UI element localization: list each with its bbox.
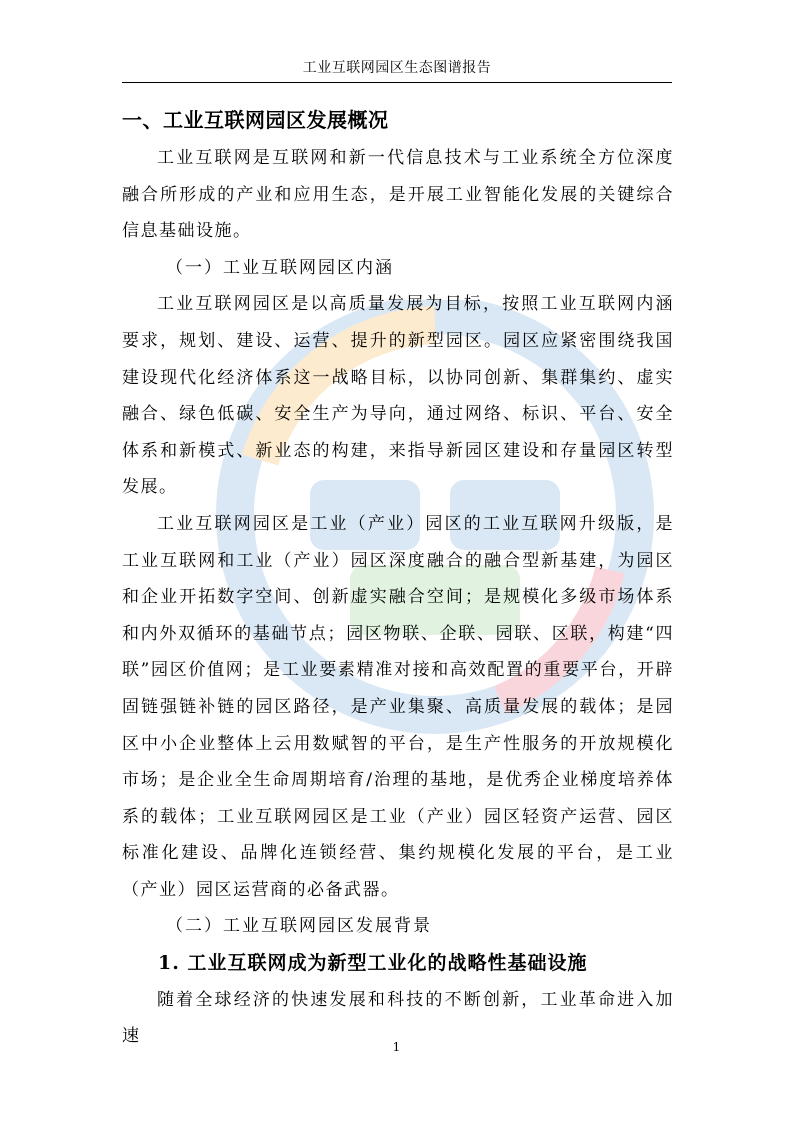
page-header: 工业互联网园区生态图谱报告: [122, 58, 672, 83]
numbered-heading: 1. 工业互联网成为新型工业化的战略性基础设施: [158, 952, 588, 975]
section-heading: 一、工业互联网园区发展概况: [122, 108, 389, 132]
paragraph-definition: 工业互联网园区是以高质量发展为目标，按照工业互联网内涵要求，规划、建设、运营、提升的新型园区。园区应紧密围绕我国建设现代化经济体系这一战略目标，以协同创新、集群集约、虚实融合、绿色低碳、安全生产为导向，通过网络、标识、平台、安全体系和新模式、新业态的构建，来指导新园区建设和存量园区转型发展。: [122, 294, 674, 498]
paragraph-upgrade: 工业互联网园区是工业（产业）园区的工业互联网升级版，是工业互联网和工业（产业）园区深度融合的融合型新基建，为园区和企业开拓数字空间、创新虚实融合空间；是规模化多级市场体系和内外双循环的基础节点；园区物联、企联、园联、区联，构建“四联”园区价值网；是工业要素精准对接和高效配置的重要平台，开辟固链强链补链的园区路径，是产业集聚、高质量发展的载体；是园区中小企业整体上云用数赋智的平台，是生产性服务的开放规模化市场；是企业全生命周期培育/治理的基地，是优秀企业梯度培养体系的载体；工业互联网园区是工业（产业）园区轻资产运营、园区标准化建设、品牌化连锁经营、集约规模化发展的平台，是工业（产业）园区运营商的必备武器。: [122, 513, 674, 900]
paragraph-background: 随着全球经济的快速发展和科技的不断创新，工业革命进入加速: [122, 989, 674, 1047]
intro-paragraph: 工业互联网是互联网和新一代信息技术与工业系统全方位深度融合所形成的产业和应用生态，是开展工业智能化发展的关键综合信息基础设施。: [122, 148, 674, 242]
page-number: 1: [392, 1040, 401, 1054]
subsection-heading-2: （二）工业互联网园区发展背景: [166, 916, 432, 937]
document-body: [122, 104, 674, 1055]
subsection-heading-1: （一）工业互联网园区内涵: [166, 257, 394, 278]
